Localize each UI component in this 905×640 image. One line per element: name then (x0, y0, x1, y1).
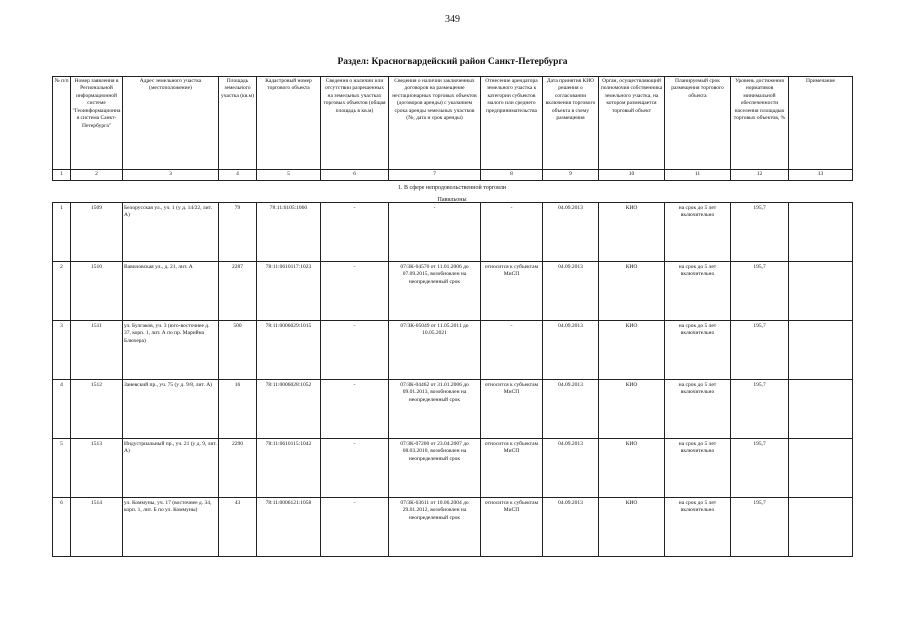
column-number-cell: 2 (71, 170, 123, 181)
table-row (53, 203, 853, 262)
section-subtitle: Павильоны (437, 197, 467, 203)
header-cell: № п/п (53, 77, 71, 170)
table-cell: 04.09.2013 (543, 262, 599, 321)
table-cell: Вавиловская ул., д. 21, лит. А (123, 262, 219, 321)
table-cell: 2 (53, 262, 71, 321)
table-cell: Белорусская ул., уч. 1 (у д. 14/22, лит. А) (123, 203, 219, 262)
table-cell: 1509 (71, 203, 123, 262)
table-cell: 3 (53, 321, 71, 380)
table-cell: 2287 (219, 262, 257, 321)
column-number-cell: 5 (257, 170, 321, 181)
table-cell (789, 439, 853, 498)
header-cell: Планируемый срок размещения торгового объекта (665, 77, 731, 170)
table-cell: ул. Булгаков, уч. 3 (юго-восточнее д. 37, корп. 1, лит. А по пр. Марийна Блюхера) (123, 321, 219, 380)
data-table (52, 202, 853, 557)
table-cell: 04.09.2013 (543, 203, 599, 262)
table-cell: - (389, 203, 481, 262)
table-cell: КИО (599, 439, 665, 498)
table-cell: 07/ЗК-04570 от 11.01.2006 до 07.09.2015, возобновлен на неопределенный срок (389, 262, 481, 321)
table-cell: КИО (599, 321, 665, 380)
table-cell: 4 (53, 380, 71, 439)
table-cell: 16 (219, 380, 257, 439)
table-cell: 1512 (71, 380, 123, 439)
header-cell: Отнесение арендатора земельного участка к категории субъектов малого или среднего предпринимательства (481, 77, 543, 170)
table-cell: - (481, 321, 543, 380)
table-cell (789, 321, 853, 380)
column-number-cell: 9 (543, 170, 599, 181)
column-number-cell: 13 (789, 170, 853, 181)
table-cell: относится к субъектам МиСП (481, 439, 543, 498)
header-table (52, 76, 853, 181)
header-cell: Примечание (789, 77, 853, 170)
table-cell: 43 (219, 498, 257, 557)
column-number-cell: 10 (599, 170, 665, 181)
header-cell: Площадь земельного участка (кв.м) (219, 77, 257, 170)
table-cell: Заневский пр., уч. 75 (у д. 9/8, лит. А) (123, 380, 219, 439)
table-cell: 1 (53, 203, 71, 262)
table-cell (789, 262, 853, 321)
table-cell: 04.09.2013 (543, 321, 599, 380)
table-cell (789, 203, 853, 262)
header-cell: Сведения о наличии заключенных договоров на размещение нестационарных торговых объектов (договоров аренды) с указанием срока аренды земельных участков (№, дата и срок аренды) (389, 77, 481, 170)
table-cell: 79 (219, 203, 257, 262)
table-cell: 78:11:0610115:1042 (257, 439, 321, 498)
table-cell: 07/ЗК-07200 от 23.04.2007 до 08.03.2010, возобновлен на неопределенный срок (389, 439, 481, 498)
table-cell: 04.09.2013 (543, 439, 599, 498)
header-cell: Орган, осуществляющий полномочия собственника земельного участка, на котором размещается торговый объект (599, 77, 665, 170)
column-number-cell: 11 (665, 170, 731, 181)
column-number-cell: 4 (219, 170, 257, 181)
table-cell: - (321, 262, 389, 321)
table-cell: 04.09.2013 (543, 498, 599, 557)
table-cell: 195,7 (731, 262, 789, 321)
table-cell: 07/ЗК-04462 от 31.01.2006 до 09.01.2013, возобновлен на неопределенный срок (389, 380, 481, 439)
table-cell: - (321, 439, 389, 498)
table-cell: относится к субъектам МиСП (481, 498, 543, 557)
table-cell: 195,7 (731, 203, 789, 262)
table-cell: 500 (219, 321, 257, 380)
column-number-cell: 7 (389, 170, 481, 181)
table-cell: на срок до 5 лет включительно (665, 498, 731, 557)
header-cell: Адрес земельного участка (местоположение) (123, 77, 219, 170)
column-number-cell: 8 (481, 170, 543, 181)
table-cell: - (481, 203, 543, 262)
table-cell: 04.09.2013 (543, 380, 599, 439)
table-cell: 1514 (71, 498, 123, 557)
header-cell: Дата принятия КИО решения о согласовании включения торгового объекта в схему размещения (543, 77, 599, 170)
table-cell: на срок до 5 лет включительно (665, 380, 731, 439)
table-cell: КИО (599, 380, 665, 439)
table-cell: 195,7 (731, 321, 789, 380)
table-row (53, 439, 853, 498)
column-number-cell: 1 (53, 170, 71, 181)
header-cell: Номер заявления в Региональной информационной системе "Геоинформационная система Санкт-Петербурга" (71, 77, 123, 170)
table-cell: 5 (53, 439, 71, 498)
table-cell: - (321, 321, 389, 380)
table-cell: 6 (53, 498, 71, 557)
table-cell: 78:11:0610117:1023 (257, 262, 321, 321)
column-number-cell: 6 (321, 170, 389, 181)
header-cell: Уровень достижения нормативов минимальной обеспеченности населения площадью торговых объектов, % (731, 77, 789, 170)
table-cell (789, 498, 853, 557)
table-cell: ул. Коммуны, уч. 17 (восточнее д. 34, корп. 1, лит. Б по ул. Коммуны) (123, 498, 219, 557)
table-cell: 1511 (71, 321, 123, 380)
page-number: 349 (445, 14, 460, 25)
section-heading: Раздел: Красногвардейский район Санкт-Петербурга (337, 57, 568, 67)
header-cell: Кадастровый номер торгового объекта (257, 77, 321, 170)
table-cell: Индустриальный пр., уч. 21 (у д. 9, лит. А) (123, 439, 219, 498)
table-cell: 78:11:0006029:1015 (257, 321, 321, 380)
table-cell: КИО (599, 203, 665, 262)
table-cell: 195,7 (731, 439, 789, 498)
table-cell: на срок до 5 лет включительно (665, 439, 731, 498)
column-number-cell: 3 (123, 170, 219, 181)
table-cell: КИО (599, 262, 665, 321)
table-row (53, 321, 853, 380)
table-cell: - (321, 498, 389, 557)
table-cell: 78:11:6105:1060 (257, 203, 321, 262)
table-cell: на срок до 5 лет включительно (665, 262, 731, 321)
table-cell: 2290 (219, 439, 257, 498)
table-cell: 78:11:0006028:1052 (257, 380, 321, 439)
table-cell: 78:11:0006121:1058 (257, 498, 321, 557)
table-cell: 195,7 (731, 380, 789, 439)
table-cell: - (321, 203, 389, 262)
table-cell (789, 380, 853, 439)
header-cell: Сведения о наличии или отсутствии разрешенных на земельных участках торговых объектов (общая площадь в кв.м) (321, 77, 389, 170)
table-cell: - (321, 380, 389, 439)
table-cell: 07/ЗК-03611 от 10.06.2004 до 29.01.2012, возобновлен на неопределенный срок (389, 498, 481, 557)
column-number-cell: 12 (731, 170, 789, 181)
table-row (53, 498, 853, 557)
table-row (53, 262, 853, 321)
column-number-row (53, 170, 853, 181)
table-cell: 1510 (71, 262, 123, 321)
table-cell: на срок до 5 лет включительно (665, 321, 731, 380)
table-cell: на срок до 5 лет включительно (665, 203, 731, 262)
header-row (53, 77, 853, 170)
table-row (53, 380, 853, 439)
table-cell: 1513 (71, 439, 123, 498)
table-cell: 07/ЗК-05049 от 11.05.2011 до 10.05.2021 (389, 321, 481, 380)
section-title: 1. В сфере непродовольственной торговли (397, 185, 507, 191)
table-cell: относится к субъектам МиСП (481, 380, 543, 439)
table-cell: 195,7 (731, 498, 789, 557)
table-cell: относится к субъектам МиСП (481, 262, 543, 321)
table-cell: КИО (599, 498, 665, 557)
